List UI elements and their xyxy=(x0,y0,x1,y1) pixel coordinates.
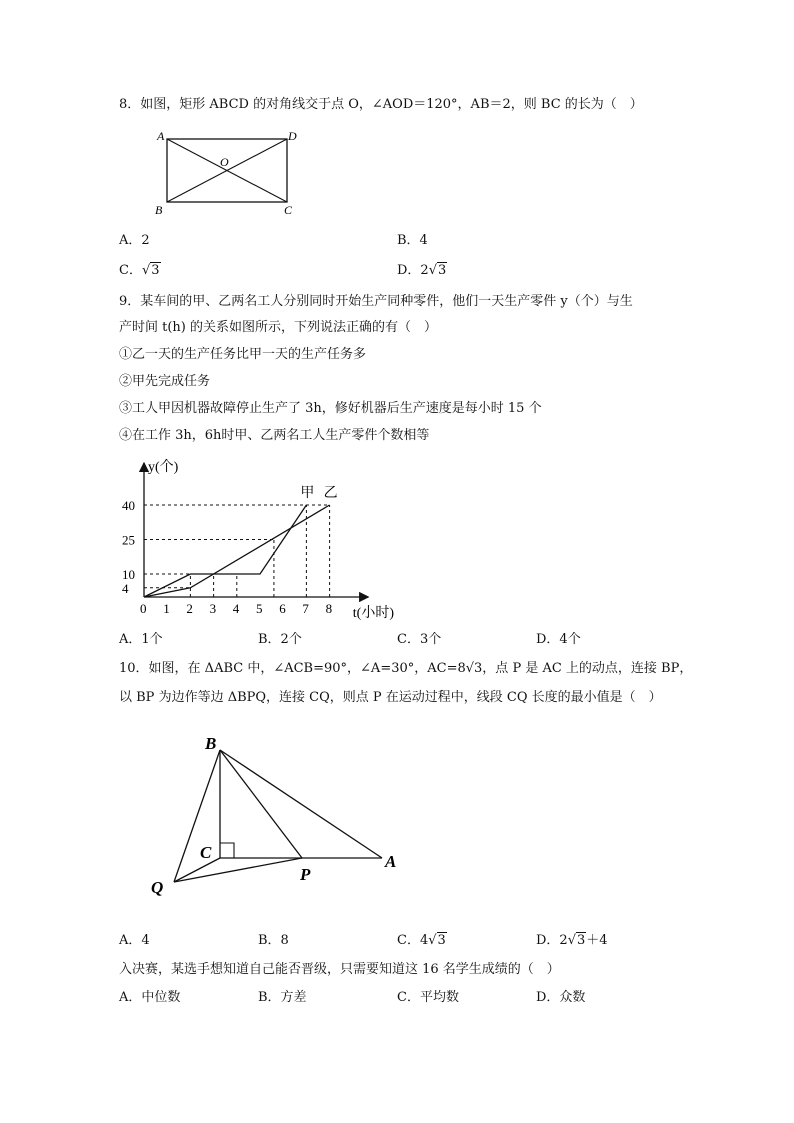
y-axis-label: y(个) xyxy=(148,460,179,475)
y-tick-label: 40 xyxy=(122,498,135,513)
y-tick-label: 4 xyxy=(122,580,129,596)
q8-option-a[interactable]: A．2 xyxy=(119,233,150,248)
q8-option-b[interactable]: B．4 xyxy=(397,233,428,248)
y-tick-label: 25 xyxy=(122,532,135,548)
q10-option-a[interactable]: A．4 xyxy=(119,933,150,948)
x-tick-label: 7 xyxy=(302,601,309,616)
x-tick-label: 1 xyxy=(163,601,170,616)
q11-option-b[interactable]: B．方差 xyxy=(258,990,307,1005)
q10-option-c[interactable] xyxy=(397,932,447,950)
q9-statement-1: ①乙一天的生产任务比甲一天的生产任务多 xyxy=(119,347,367,362)
q11-option-c[interactable]: C．平均数 xyxy=(397,990,459,1005)
series-label: 乙 xyxy=(323,486,338,501)
q8-stem: 8．如图，矩形 ABCD 的对角线交于点 O，∠AOD＝120°，AB＝2，则 BC 的长为（ ） xyxy=(119,97,643,112)
q11-option-d[interactable]: D．众数 xyxy=(536,990,586,1005)
q8-option-c-prefix: C． xyxy=(119,263,142,278)
q9-option-c[interactable]: C．3个 xyxy=(397,632,442,647)
label-c: C xyxy=(200,843,212,862)
q8-option-d-prefix: D．2 xyxy=(397,263,429,278)
q9-stem-line2: 产时间 t(h) 的关系如图所示，下列说法正确的有（ ） xyxy=(119,320,438,335)
sqrt-symbol: √3 xyxy=(141,263,160,278)
q8-rectangle-figure xyxy=(150,126,310,218)
q11-stem: 入决赛，某选手想知道自己能否晋级，只需要知道这 16 名学生成绩的（ ） xyxy=(119,962,560,977)
q11-option-a[interactable]: A．中位数 xyxy=(119,990,181,1005)
q9-line-chart xyxy=(110,455,410,625)
sqrt-symbol: √3 xyxy=(567,933,586,948)
label-b: B xyxy=(205,734,217,753)
q10-triangle-figure xyxy=(145,725,410,900)
q9-statement-4: ④在工作 3h，6h时甲、乙两名工人生产零件个数相等 xyxy=(119,428,430,443)
q10-stem-line1: 10．如图，在 ΔABC 中，∠ACB=90°，∠A=30°，AC=8√3，点 P 是 AC 上的动点，连接 BP， xyxy=(119,661,693,676)
label-d: D xyxy=(288,129,297,143)
q9-stem-line1: 9．某车间的甲、乙两名工人分别同时开始生产同种零件，他们一天生产零件 y（个）与生 xyxy=(119,294,633,309)
x-tick-label: 4 xyxy=(232,601,240,616)
x-tick-label: 6 xyxy=(279,601,286,616)
label-q: Q xyxy=(151,878,164,897)
q8-option-d[interactable] xyxy=(397,262,447,280)
series-line-jia xyxy=(144,505,306,597)
q9-option-d[interactable]: D．4个 xyxy=(536,632,581,647)
label-a: A xyxy=(385,852,397,871)
x-tick-label: 8 xyxy=(325,601,333,616)
q10-option-d-prefix: D．2 xyxy=(536,933,568,948)
q10-option-b[interactable]: B．8 xyxy=(258,933,289,948)
series-label: 甲 xyxy=(300,486,315,501)
q9-statement-3: ③工人甲因机器故障停止生产了 3h，修好机器后生产速度是每小时 15 个 xyxy=(119,401,542,416)
q10-option-d-suffix: ＋4 xyxy=(586,933,608,948)
x-tick-label: 3 xyxy=(209,601,217,616)
q9-statement-2: ②甲先完成任务 xyxy=(119,374,211,389)
sqrt-symbol: √3 xyxy=(428,933,446,948)
label-c: C xyxy=(284,203,293,217)
x-tick-label: 0 xyxy=(140,601,147,616)
x-axis-label: t(小时) xyxy=(352,606,395,621)
q10-option-d[interactable] xyxy=(536,932,608,950)
q8-option-c[interactable] xyxy=(119,262,161,280)
label-p: P xyxy=(300,865,311,884)
q10-option-c-prefix: C．4 xyxy=(397,933,429,948)
sqrt-symbol: √3 xyxy=(428,263,447,278)
label-a: A xyxy=(157,129,165,143)
q9-option-b[interactable]: B．2个 xyxy=(258,632,302,647)
y-tick-label: 10 xyxy=(122,567,135,582)
label-o: O xyxy=(220,155,229,169)
q10-stem-line2: 以 BP 为边作等边 ΔBPQ，连接 CQ，则点 P 在运动过程中，线段 CQ 长度的最小值是（ ） xyxy=(119,690,662,705)
q9-option-a[interactable]: A．1个 xyxy=(119,632,163,647)
x-tick-label: 5 xyxy=(256,601,263,616)
x-tick-label: 2 xyxy=(186,601,193,616)
label-b: B xyxy=(155,203,163,217)
